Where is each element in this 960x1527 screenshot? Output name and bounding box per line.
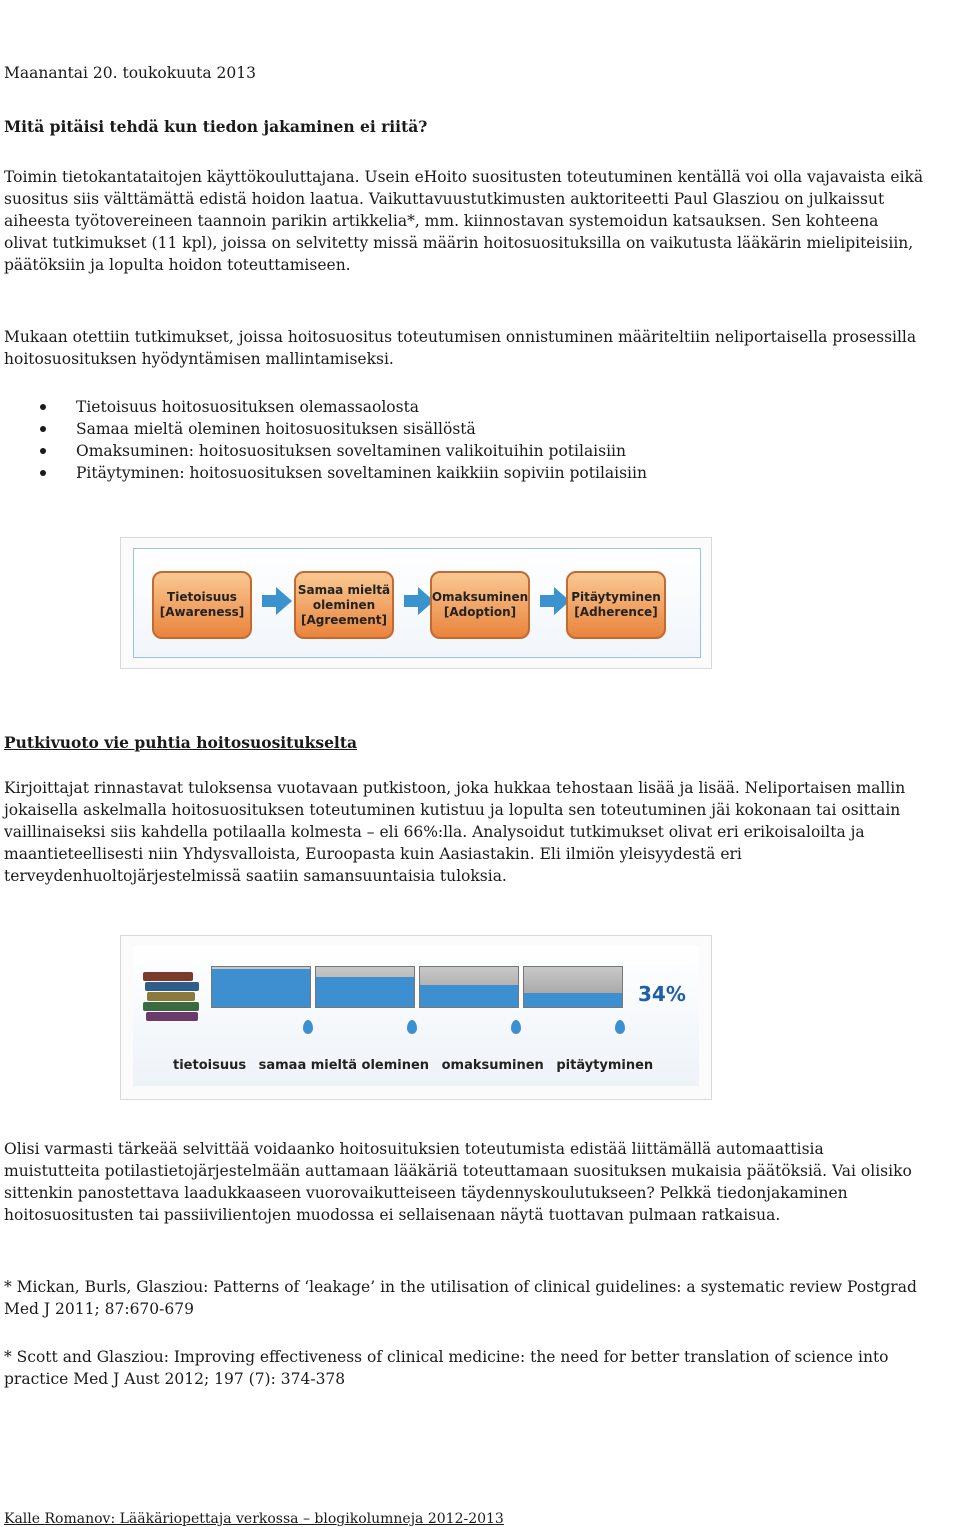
stage-label: Omaksuminen bbox=[431, 590, 529, 604]
water-drop-icon bbox=[615, 1020, 625, 1034]
pipeline-label: samaa mieltä oleminen bbox=[258, 1058, 430, 1073]
remaining-percent: 34% bbox=[638, 982, 686, 1006]
reference-1: * Mickan, Burls, Glasziou: Patterns of ‘leakage’ in the utilisation of clinical guidelines: a systematic review Postgrad Med J 2011; 87:670-679 bbox=[4, 1278, 917, 1318]
stage-adoption bbox=[430, 571, 530, 639]
stage-agreement bbox=[294, 571, 394, 639]
book-icon bbox=[145, 982, 199, 991]
pipe-segment bbox=[315, 966, 415, 1008]
water-fill bbox=[316, 977, 414, 1007]
footer-link[interactable]: Kalle Romanov: Lääkäriopettaja verkossa – blogikolumneja 2012-2013 bbox=[4, 1511, 504, 1527]
pipeline-paragraph: Kirjoittajat rinnastavat tuloksensa vuotavaan putkistoon, joka hukkaa tehostaan lisää ja lisää. Neliportaisen mallin jokaisella askelmalla hoitosuosituksen toteutuminen kutistuu ja lopulta sen toteutuminen jäi kokonaan tai osittain vaillinaiseksi siis kahdella potilaalla kolmesta – eli 66%:lla. Analysoidut tutkimukset olivat eri erikoisaloilta ja maantieteellisesti niin Yhdysvalloista, Euroopasta kuin Aasiastakin. Eli ilmiön yleisyydestä eri terveydenhuoltojärjestelmissä saatiin samansuuntaisia tuloksia. bbox=[4, 779, 906, 885]
stage-awareness bbox=[152, 571, 252, 639]
pipeline-label: tietoisuus bbox=[173, 1058, 247, 1073]
water-drop-icon bbox=[407, 1020, 417, 1034]
stage-label: Tietoisuus bbox=[167, 590, 237, 604]
books-icon bbox=[143, 966, 201, 1026]
stage-label: [Awareness] bbox=[159, 605, 245, 619]
book-icon bbox=[146, 1012, 198, 1021]
water-drop-icon bbox=[511, 1020, 521, 1034]
model-paragraph: Mukaan otettiin tutkimukset, joissa hoitosuositus toteutumisen onnistuminen määriteltiin neliportaisella prosessilla hoitosuosituksen hyödyntämisen mallintamiseksi. bbox=[4, 328, 917, 368]
pipeline-label: pitäytyminen bbox=[556, 1058, 654, 1073]
book-icon bbox=[143, 972, 193, 981]
process-diagram bbox=[120, 537, 712, 669]
stage-label: [Adherence] bbox=[574, 605, 658, 619]
reference-2: * Scott and Glasziou: Improving effectiveness of clinical medicine: the need for better translation of science into practice Med J Aust 2012; 197 (7): 374-378 bbox=[4, 1348, 889, 1388]
pipeline-label: omaksuminen bbox=[441, 1058, 544, 1073]
list-item: Tietoisuus hoitosuosituksen olemassaolosta bbox=[34, 396, 647, 418]
pipe-segment bbox=[211, 966, 311, 1008]
book-icon bbox=[143, 1002, 199, 1011]
conclusion-paragraph: Olisi varmasti tärkeää selvittää voidaanko hoitosuituksien toteutumista edistää liittämällä automaattisia muistutteita potilastietojärjestelmään auttamaan lääkäriä toteuttamaan suosituksen mukaisia päätöksiä. Vai olisiko sittenkin panostettava laadukkaaseen vuorovaikutteiseen täydennyskoulutukseen? Pelkkä tiedonjakaminen hoitosuositusten tai passiivilientojen muodossa ei sellaisenaan näytä tuottavan pulmaan ratkaisua. bbox=[4, 1140, 912, 1224]
stage-label: [Agreement] bbox=[301, 612, 387, 627]
process-diagram-panel bbox=[133, 548, 701, 658]
book-icon bbox=[147, 992, 195, 1001]
water-drop-icon bbox=[303, 1020, 313, 1034]
water-fill bbox=[524, 993, 622, 1007]
water-fill bbox=[212, 969, 310, 1007]
stage-label: Pitäytyminen bbox=[571, 590, 661, 604]
stage-label: [Adoption] bbox=[443, 605, 517, 619]
list-item: Samaa mieltä oleminen hoitosuosituksen sisällöstä bbox=[34, 418, 647, 440]
water-fill bbox=[420, 985, 518, 1007]
pipe-segment bbox=[419, 966, 519, 1008]
stage-label: Samaa mieltä bbox=[297, 582, 391, 597]
pipe-segment bbox=[523, 966, 623, 1008]
leaking-pipeline-diagram bbox=[120, 935, 712, 1100]
pipeline-panel bbox=[133, 946, 699, 1086]
stage-adherence bbox=[566, 571, 666, 639]
stage-label: oleminen bbox=[312, 597, 376, 612]
section-heading: Putkivuoto vie puhtia hoitosuositukselta bbox=[4, 733, 358, 752]
stage-list bbox=[34, 396, 647, 484]
post-date: Maanantai 20. toukokuuta 2013 bbox=[4, 64, 256, 82]
intro-paragraph: Toimin tietokantataitojen käyttökouluttajana. Usein eHoito suositusten toteutuminen kentällä voi olla vajavaista eikä suositus siis välttämättä edistä hoidon laatua. Vaikuttavuustutkimusten auktoriteetti Paul Glasziou on julkaissut aiheesta työtovereineen taannoin parikin artikkelia*, mm. kiinnostavan systemoidun katsauksen. Sen kohteena olivat tutkimukset (11 kpl), joissa on selvitetty missä määrin hoitosuosituksilla on vaikutusta lääkärin mielipiteisiin, päätöksiin ja lopulta hoidon toteuttamiseen. bbox=[4, 168, 924, 274]
post-title: Mitä pitäisi tehdä kun tiedon jakaminen ei riitä? bbox=[4, 117, 428, 136]
pipeline-labels bbox=[173, 1058, 661, 1073]
list-item: Pitäytyminen: hoitosuosituksen soveltaminen kaikkiin sopiviin potilaisiin bbox=[34, 462, 647, 484]
arrow-right-icon bbox=[276, 587, 292, 615]
list-item: Omaksuminen: hoitosuosituksen soveltaminen valikoituihin potilaisiin bbox=[34, 440, 647, 462]
